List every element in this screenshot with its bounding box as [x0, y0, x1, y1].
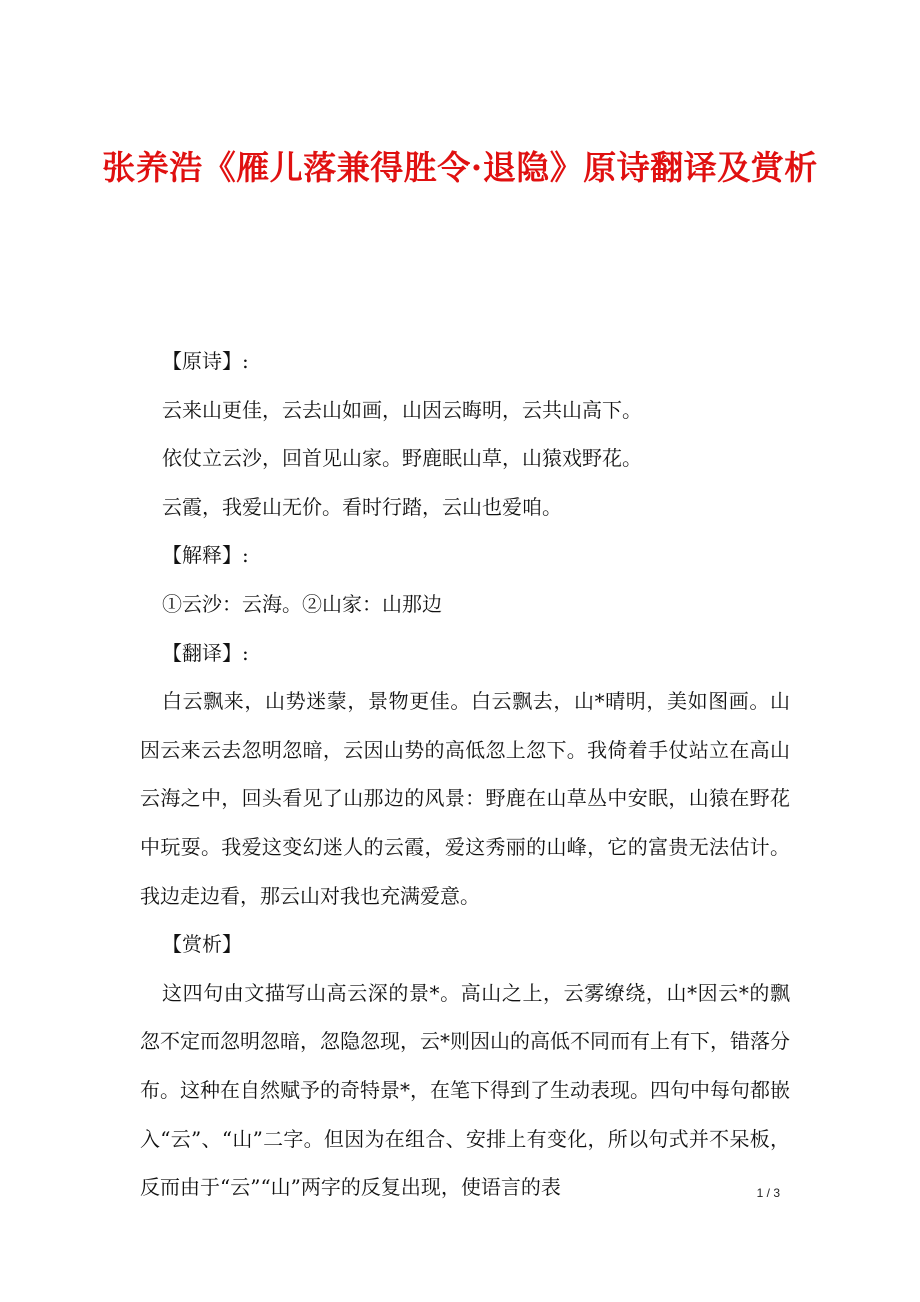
section-heading-appreciation: 【赏析】 [162, 932, 242, 957]
translation-paragraph: 白云飘来，山势迷蒙，景物更佳。白云飘去，山*晴明，美如图画。山因云来云去忽明忽暗，云因山势的高低忽上忽下。我倚着手仗站立在高山云海之中，回头看见了山那边的风景：野鹿在山草丛中安眠，山猿在野花中玩耍。我爱这变幻迷人的云霞，爱这秀丽的山峰，它的富贵无法估计。我边走边看，那云山对我也充满爱意。 [140, 689, 790, 908]
section-heading-notes: 【解释】: [162, 543, 249, 568]
section-heading-translation: 【翻译】: [162, 640, 249, 665]
section-heading-original: 【原诗】: [162, 349, 249, 373]
document-body [140, 337, 790, 1212]
poem-line-3: 云霞，我爱山无价。看时行踏，云山也爱咱。 [162, 494, 562, 519]
document-title: 张养浩《雁儿落兼得胜令·退隐》原诗翻译及赏析 [102, 148, 818, 187]
page-number: 1 / 3 [756, 1186, 780, 1200]
poem-line-1: 云来山更佳，云去山如画，山因云晦明，云共山高下。 [162, 397, 642, 422]
poem-line-2: 依仗立云沙，回首见山家。野鹿眠山草，山猿戏野花。 [162, 446, 642, 471]
appreciation-paragraph: 这四句由文描写山高云深的景*。高山之上，云雾缭绕，山*因云*的飘忽不定而忽明忽暗，忽隐忽现，云*则因山的高低不同而有上有下，错落分布。这种在自然赋予的奇特景*，在笔下得到了生动表现。四句中每句都嵌入“云”、“山”二字。但因为在组合、安排上有变化，所以句式并不呆板，反而由于“云”“山”两字的反复出现，使语言的表 [140, 980, 790, 1200]
notes-text: ①云沙：云海。②山家：山那边 [162, 591, 442, 616]
